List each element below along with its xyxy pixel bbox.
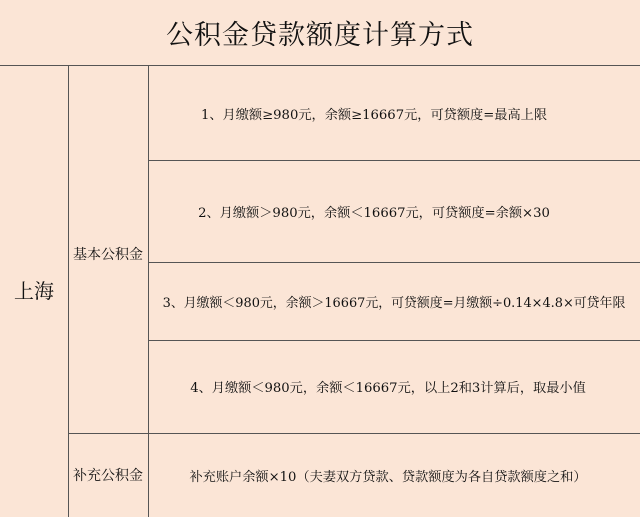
basic-rule-1: 1、月缴额≥980元，余额≥16667元，可贷额度=最高上限 (200, 107, 548, 123)
city-label: 上海 (14, 279, 54, 303)
basic-rule-4: 4、月缴额＜980元，余额＜16667元，以上2和3计算后，取最小值 (190, 381, 586, 396)
table-title: 公积金贷款额度计算方式 (0, 0, 640, 66)
category-basic: 基本公积金 (73, 246, 143, 263)
supplementary-rule: 补充账户余额×10（夫妻双方贷款、贷款额度为各自贷款额度之和） (189, 469, 587, 485)
basic-rule-3: 3、月缴额＜980元，余额＞16667元，可贷额度=月缴额÷0.14×4.8×可贷年限 (162, 295, 626, 311)
basic-rule-2: 2、月缴额＞980元，余额＜16667元，可贷额度=余额×30 (198, 205, 550, 221)
category-supplementary: 补充公积金 (73, 468, 143, 484)
